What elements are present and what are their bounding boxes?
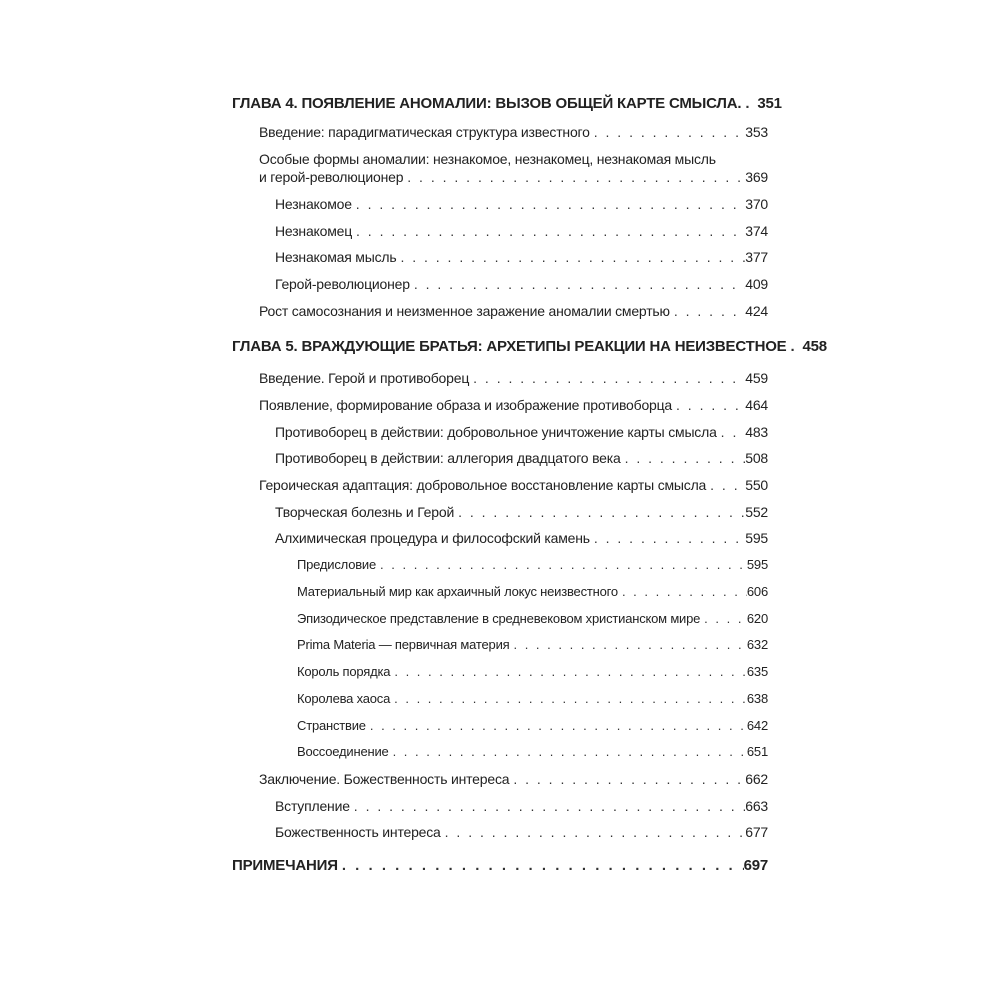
toc-entry[interactable] [297, 636, 768, 654]
page-number: 353 [745, 124, 768, 140]
toc-entry[interactable] [297, 690, 768, 708]
toc-entry[interactable] [275, 222, 768, 240]
toc-entry[interactable] [259, 123, 768, 141]
entry-title: Вступление [275, 798, 350, 814]
dot-leader [469, 369, 745, 387]
dot-leader [618, 583, 747, 601]
page-number: 377 [745, 249, 768, 265]
dot-leader [352, 195, 745, 213]
toc-entry[interactable] [275, 423, 768, 441]
dot-leader [621, 449, 746, 467]
dot-leader [403, 168, 745, 186]
toc-entry[interactable] [275, 195, 768, 213]
entry-title: Prima Materia — первичная материя [297, 637, 510, 652]
chapter-title: ГЛАВА 5. ВРАЖДУЮЩИЕ БРАТЬЯ: АРХЕТИПЫ РЕАКЦИИ НА НЕИЗВЕСТНОЕ [232, 338, 787, 355]
dot-leader [376, 556, 747, 574]
page-number: 459 [745, 370, 768, 386]
dot-leader [390, 690, 747, 708]
page-number: 370 [745, 196, 768, 212]
entry-title: Герой-революционер [275, 276, 410, 292]
toc-chapter-4[interactable] [232, 95, 782, 113]
toc-entry[interactable] [275, 823, 768, 841]
toc-entry[interactable] [275, 275, 768, 293]
dot-leader [509, 770, 745, 788]
toc-entry[interactable] [297, 583, 768, 601]
toc-entry[interactable] [259, 369, 768, 387]
entry-title: Заключение. Божественность интереса [259, 771, 510, 787]
page-number: 677 [745, 824, 768, 840]
entry-title: Введение: парадигматическая структура известного [259, 124, 590, 140]
dot-leader [700, 610, 747, 628]
dot-leader [366, 717, 747, 735]
notes-title: ПРИМЕЧАНИЯ [232, 857, 338, 874]
page-number: 697 [743, 857, 768, 874]
dot-leader [670, 302, 745, 320]
page-number: 642 [746, 718, 768, 733]
toc-entry[interactable] [275, 797, 768, 815]
dot-leader [706, 476, 745, 494]
page-number: 651 [746, 744, 768, 759]
entry-title: Противоборец в действии: добровольное уничтожение карты смысла [275, 424, 717, 440]
page-number: 409 [745, 276, 768, 292]
page-number: 464 [745, 397, 768, 413]
toc-entry[interactable] [275, 503, 768, 521]
dot-leader [396, 248, 745, 266]
toc-entry[interactable] [297, 610, 768, 628]
entry-title: Творческая болезнь и Герой [275, 504, 455, 520]
entry-title: Незнакомое [275, 196, 352, 212]
toc-entry[interactable] [275, 449, 768, 467]
entry-title: Материальный мир как архаичный локус неизвестного [297, 584, 618, 599]
page-number: 374 [745, 223, 768, 239]
entry-title: Воссоединение [297, 744, 389, 759]
toc-entry[interactable] [259, 302, 768, 320]
dot-leader [509, 636, 746, 654]
page-number: 595 [745, 530, 768, 546]
dot-leader [441, 823, 746, 841]
toc-entry[interactable] [275, 248, 768, 266]
entry-title: Появление, формирование образа и изображение противоборца [259, 397, 673, 413]
entry-title: Король порядка [297, 664, 391, 679]
entry-title: Божественность интереса [275, 824, 441, 840]
page-number: 606 [746, 584, 768, 599]
page-number: 638 [746, 691, 768, 706]
toc-entry[interactable] [297, 663, 768, 681]
dot-leader [338, 857, 744, 875]
page-number: 635 [746, 664, 768, 679]
dot-leader [590, 123, 746, 141]
page-number: 632 [746, 637, 768, 652]
page-number: 552 [745, 504, 768, 520]
page-number: 550 [745, 477, 768, 493]
dot-leader [590, 529, 745, 547]
entry-title: Введение. Герой и противоборец [259, 370, 470, 386]
dot-leader [352, 222, 745, 240]
entry-title: Королева хаоса [297, 691, 391, 706]
entry-title-line2: и герой-революционер [259, 169, 404, 185]
entry-title: Алхимическая процедура и философский камень [275, 530, 590, 546]
page-number: 662 [745, 771, 768, 787]
entry-title-line1: Особые формы аномалии: незнакомое, незнакомец, незнакомая мысль [259, 151, 716, 167]
toc-entry[interactable] [297, 743, 768, 761]
entry-title: Незнакомец [275, 223, 353, 239]
page-number: 483 [745, 424, 768, 440]
page-number: 351 [757, 95, 782, 112]
toc-entry[interactable] [259, 770, 768, 788]
dot-leader [410, 275, 745, 293]
toc-entry[interactable] [259, 396, 768, 414]
entry-title: Странствие [297, 718, 366, 733]
dot-leader [787, 338, 803, 356]
entry-title: Рост самосознания и неизменное заражение аномалии смертью [259, 303, 670, 319]
page-number: 508 [745, 450, 768, 466]
page-number: 595 [746, 557, 768, 572]
toc-entry[interactable] [259, 168, 768, 186]
entry-title: Противоборец в действии: аллегория двадцатого века [275, 450, 621, 466]
toc-entry[interactable] [275, 529, 768, 547]
toc-entry[interactable] [297, 556, 768, 574]
dot-leader [741, 95, 757, 113]
chapter-title: ГЛАВА 4. ПОЯВЛЕНИЕ АНОМАЛИИ: ВЫЗОВ ОБЩЕЙ КАРТЕ СМЫСЛА. [232, 95, 742, 112]
page-number: 424 [745, 303, 768, 319]
entry-title: Героическая адаптация: добровольное восстановление карты смысла [259, 477, 707, 493]
page-number: 663 [745, 798, 768, 814]
dot-leader [389, 743, 747, 761]
page-number: 458 [802, 338, 827, 355]
dot-leader [717, 423, 746, 441]
dot-leader [390, 663, 747, 681]
dot-leader [672, 396, 745, 414]
entry-title: Эпизодическое представление в средневековом христианском мире [297, 611, 701, 626]
entry-title: Незнакомая мысль [275, 249, 397, 265]
page-number: 369 [745, 169, 768, 185]
toc-chapter-5[interactable] [232, 338, 827, 356]
dot-leader [454, 503, 745, 521]
toc-notes[interactable] [232, 857, 768, 875]
toc-entry[interactable] [297, 717, 768, 735]
entry-title: Предисловие [297, 557, 377, 572]
page-number: 620 [746, 611, 768, 626]
toc-entry[interactable] [259, 476, 768, 494]
table-of-contents [232, 0, 827, 1000]
dot-leader [350, 797, 745, 815]
